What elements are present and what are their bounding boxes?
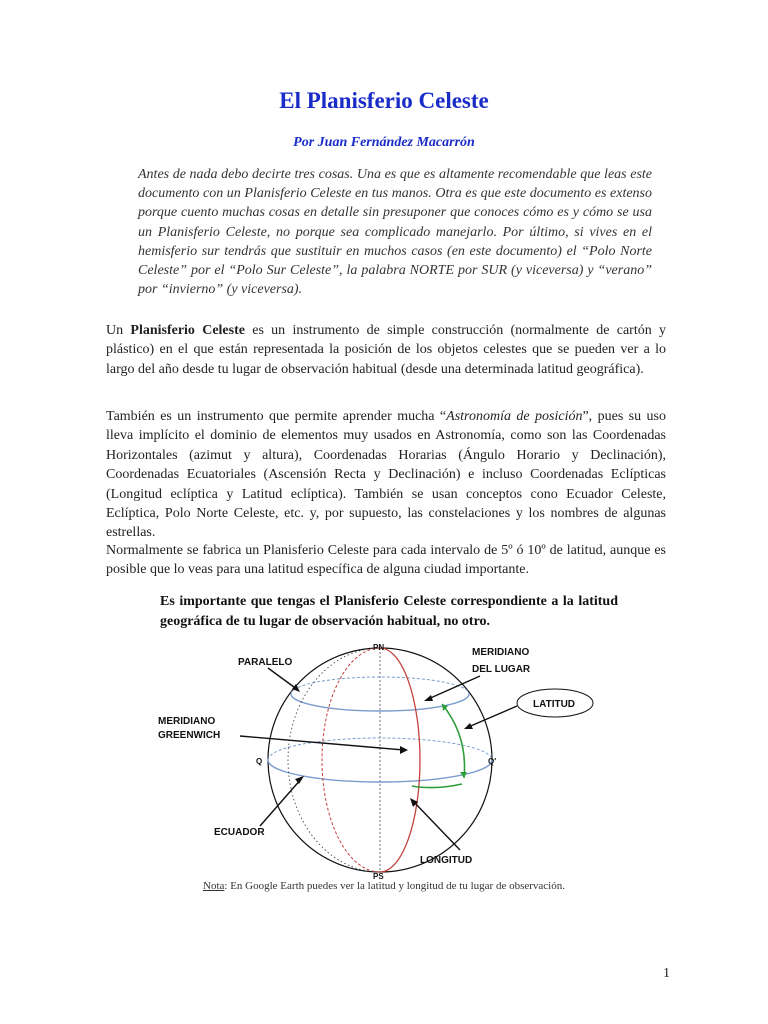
author-line: Por Juan Fernández Macarrón (293, 135, 475, 150)
arrowhead-ecuador (295, 776, 304, 784)
dotted-meridian (288, 648, 380, 872)
paragraph-astronomy (106, 407, 666, 543)
arrow-paralelo (268, 668, 298, 690)
latitude-arc (442, 704, 465, 778)
p2-prefix: También es un instrumento que permite aprender mucha “ (106, 409, 447, 424)
nota-caption (0, 880, 768, 892)
arrowhead-meridiano-lugar (424, 695, 433, 701)
arrow-longitud (412, 800, 460, 850)
label-ecuador: ECUADOR (214, 827, 265, 838)
greenwich-meridian (322, 648, 380, 872)
document-title: El Planisferio Celeste (279, 88, 489, 113)
label-ps: PS (373, 872, 384, 880)
label-latitud: LATITUD (533, 699, 576, 710)
p2-italic: Astronomía de posición (446, 409, 583, 424)
p1-bold: Planisferio Celeste (130, 323, 245, 338)
paragraph-latitude: Normalmente se fabrica un Planisferio Celeste para cada intervalo de 5º ó 10º de latitud, aunque es posible que lo veas para una latitud específica de alguna ciudad importante. (106, 543, 666, 578)
callout-important: Es importante que tengas el Planisferio Celeste correspondiente a la latitud geográfica de tu lugar de observación habitual, no otro. (160, 594, 618, 629)
label-longitud: LONGITUD (420, 855, 473, 866)
label-paralelo: PARALELO (238, 657, 293, 668)
nota-label: Nota (203, 880, 225, 892)
p1-prefix: Un (106, 323, 131, 338)
label-pn: PN (373, 643, 385, 652)
arrowhead-greenwich (400, 746, 408, 754)
label-greenwich-1: MERIDIANO (158, 716, 216, 727)
label-q: Q (256, 757, 263, 766)
label-meridiano-lugar-1: MERIDIANO (472, 647, 530, 658)
intro-paragraph: Antes de nada debo decirte tres cosas. Una es que es altamente recomendable que leas este documento con un Planisferio Celeste en tus manos. Otra es que este documento es extenso porque cuento muchas cosas en detalle sin presuponer que conoces cómo es y cómo se usa un Planisferio Celeste, no porque sea complicado manejarlo. Por último, si vives en el hemisferio sur tendrás que sustituir en muchos casos (en este documento) el “Polo Norte Celeste” por el “Polo Sur Celeste”, la palabra NORTE por SUR (y viceversa) y “verano” por “invierno” (y viceversa). (138, 167, 652, 298)
celestial-sphere-diagram (150, 638, 620, 880)
arrow-latitud (466, 706, 517, 728)
nota-text: : En Google Earth puedes ver la latitud y longitud de tu lugar de observación. (224, 880, 565, 892)
label-q-prime: Q' (488, 757, 497, 766)
paragraph-definition (106, 321, 666, 379)
arrow-ecuador (260, 778, 302, 826)
p1-rest: es un instrumento de simple construcción (normalmente de cartón y plástico) en el que están representada la posición de los objetos celestes que se pueden ver a lo largo del año desde tu lugar de observación habitual (desde una determinada latitud geográfica). (106, 323, 667, 377)
page-number: 1 (663, 966, 670, 981)
label-meridiano-lugar-2: DEL LUGAR (472, 664, 531, 675)
arrowhead-paralelo (292, 684, 300, 692)
p2-rest: ”, pues su uso lleva implícito el dominio de elementos muy usados en Astronomía, como son las Coordenadas Horizontales (azimut y altura), Coordenadas Horarias (Ángulo Horario y Declinación), Coordenadas Ecuatoriales (Ascensión Recta y Declinación) e incluso Coordenadas Eclípticas (Longitud eclíptica y Latitud eclíptica). También se usan conceptos cono Ecuador Celeste, Eclíptica, Polo Norte Celeste, etc. y, por supuesto, las constelaciones y los nombres de algunas estrellas. (106, 409, 666, 541)
local-meridian (380, 648, 420, 872)
label-greenwich-2: GREENWICH (158, 730, 221, 741)
